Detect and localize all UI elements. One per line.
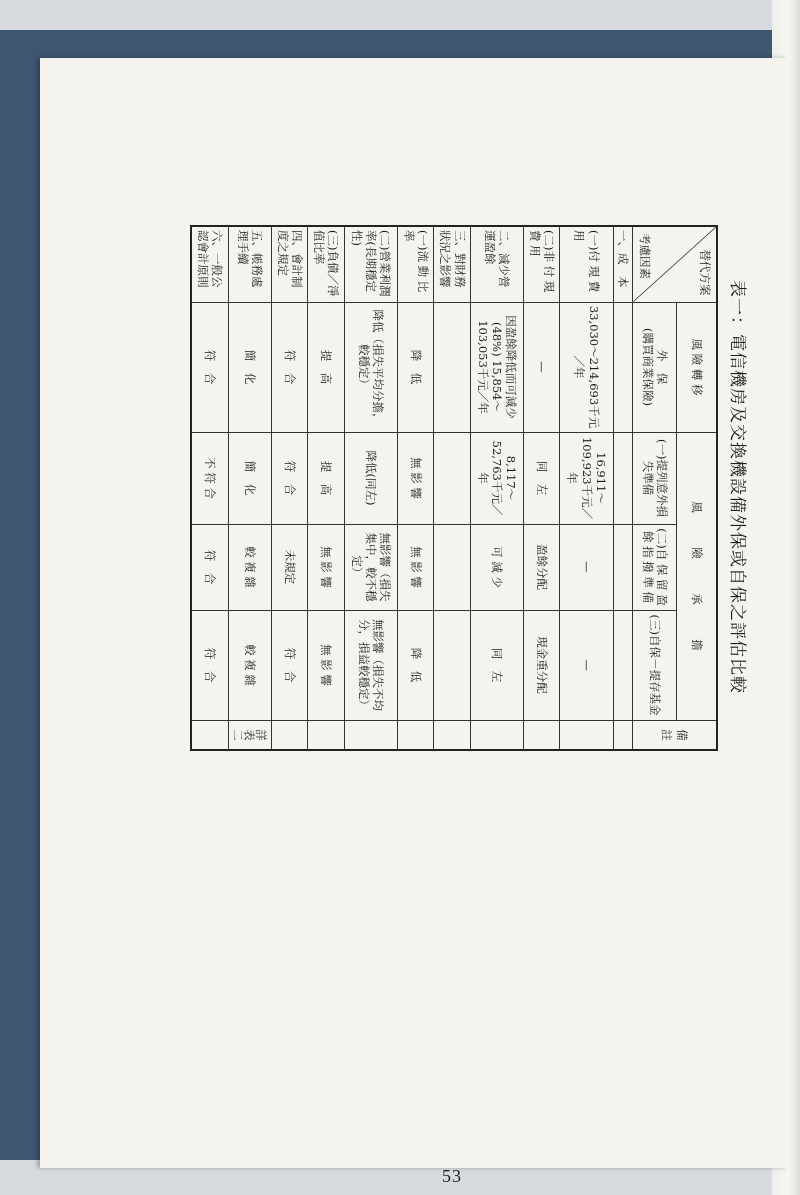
option2-cell: 符 合 xyxy=(191,524,228,610)
table-row xyxy=(344,226,397,750)
remarks-cell: 詳表二 xyxy=(228,720,271,750)
option2-cell: — xyxy=(560,524,613,610)
remarks-cell xyxy=(397,720,434,750)
option1-cell: 同 左 xyxy=(523,432,560,524)
risk-transfer-header: 風 險 轉 移 xyxy=(677,302,717,432)
outside-cell xyxy=(434,302,471,432)
option3-cell: — xyxy=(560,610,613,720)
table-row xyxy=(271,226,308,750)
outside-insurance-sub: (購買商業保險) xyxy=(641,328,655,406)
option3-cell: 無影響（損失不均分，損益較穩定） xyxy=(344,610,397,720)
table-row xyxy=(228,226,271,750)
table-title: 表一：電信機房及交換機設備外保或自保之評估比較 xyxy=(727,280,747,694)
option2-cell: 盈餘分配 xyxy=(523,524,560,610)
remarks-cell xyxy=(434,720,471,750)
option2-cell: 無影響（損失集中，較不穩定） xyxy=(344,524,397,610)
option1-cell: 簡 化 xyxy=(228,432,271,524)
table-row xyxy=(191,226,228,750)
option3-cell: 較 複 雜 xyxy=(228,610,271,720)
option1-cell: 符 合 xyxy=(271,432,308,524)
table-row xyxy=(560,226,613,750)
option3-cell: 符 合 xyxy=(271,610,308,720)
option3-header: (三)自保－提存基金 xyxy=(633,610,677,720)
outside-cell: 因盈餘降低而可減少(48%) 15,854～103,053千元／年 xyxy=(470,302,523,432)
option1-cell: 8,117～ 52,763千元／年 xyxy=(470,432,523,524)
factor-cell: 五、帳務處理手續 xyxy=(228,226,271,302)
factor-cell: 四、會計制度之規定 xyxy=(271,226,308,302)
option3-cell: 降 低 xyxy=(397,610,434,720)
outside-cell xyxy=(613,302,633,432)
outside-insurance-header xyxy=(633,302,677,432)
option1-cell xyxy=(613,432,633,524)
option1-cell: 無 影 響 xyxy=(397,432,434,524)
remarks-cell xyxy=(560,720,613,750)
option3-cell: 符 合 xyxy=(191,610,228,720)
option3-cell: 無 影 響 xyxy=(308,610,345,720)
outside-insurance-label: 外 保 xyxy=(655,349,670,385)
option3-cell: 現金重分配 xyxy=(523,610,560,720)
remarks-cell xyxy=(470,720,523,750)
option3-cell xyxy=(434,610,471,720)
factor-cell: 六、一般公認會計原則 xyxy=(191,226,228,302)
rotated-table-area xyxy=(190,225,747,749)
factor-cell: (二)非 付 現 費 用 xyxy=(523,226,560,302)
outside-cell: 33,030～214,693千元／年 xyxy=(560,302,613,432)
table-row xyxy=(308,226,345,750)
factor-cell: (二)營業利潤率(長期穩定性) xyxy=(344,226,397,302)
table-row xyxy=(470,226,523,750)
document-page xyxy=(40,58,788,1186)
option2-cell: 無 影 響 xyxy=(308,524,345,610)
alt-label: 替代方案 xyxy=(698,249,712,296)
outside-cell: 提 高 xyxy=(308,302,345,432)
table-row xyxy=(397,226,434,750)
factor-cell: (一)付 現 費 用 xyxy=(560,226,613,302)
outside-cell: 簡 化 xyxy=(228,302,271,432)
option2-cell: 未規定 xyxy=(271,524,308,610)
comparison-table xyxy=(190,225,718,751)
table-row xyxy=(523,226,560,750)
option2-cell xyxy=(613,524,633,610)
remarks-cell xyxy=(613,720,633,750)
corner-header-cell xyxy=(633,226,717,302)
remarks-cell xyxy=(523,720,560,750)
option2-cell: 無 影 響 xyxy=(397,524,434,610)
option1-cell: 16,911～109,923千元／年 xyxy=(560,432,613,524)
factor-cell: 三、對財務狀況之影響 xyxy=(434,226,471,302)
factor-cell: 二、減少營運盈餘 xyxy=(470,226,523,302)
option1-cell: 降低(同左) xyxy=(344,432,397,524)
outside-cell: 降低（損失平均分擔，較穩定） xyxy=(344,302,397,432)
remarks-header: 備 註 xyxy=(633,720,717,750)
option3-cell: 同 左 xyxy=(470,610,523,720)
outside-cell: — xyxy=(523,302,560,432)
outside-cell: 符 合 xyxy=(271,302,308,432)
option1-cell: 提 高 xyxy=(308,432,345,524)
table-row xyxy=(434,226,471,750)
risk-retention-header: 風 險 承 擔 xyxy=(677,432,717,720)
option2-header: (二)自 保 留 盈 餘 指 撥 準 備 xyxy=(633,524,677,610)
outside-cell: 符 合 xyxy=(191,302,228,432)
remarks-cell xyxy=(308,720,345,750)
factor-label: 考慮因素 xyxy=(637,233,652,279)
option1-header: (一)提列意外損失準備 xyxy=(633,432,677,524)
option2-cell xyxy=(434,524,471,610)
factor-cell: 一、成 本 xyxy=(613,226,633,302)
outside-cell: 降 低 xyxy=(397,302,434,432)
option2-cell: 較 複 雜 xyxy=(228,524,271,610)
option2-cell: 可 減 少 xyxy=(470,524,523,610)
table-row xyxy=(613,226,633,750)
factor-cell: (三)負債／淨值比率 xyxy=(308,226,345,302)
remarks-cell xyxy=(344,720,397,750)
remarks-cell xyxy=(271,720,308,750)
page-number: 53 xyxy=(442,1166,462,1186)
factor-cell: (一)流 動 比 率 xyxy=(397,226,434,302)
option1-cell xyxy=(434,432,471,524)
option1-cell: 不 符 合 xyxy=(191,432,228,524)
option3-cell xyxy=(613,610,633,720)
remarks-cell xyxy=(191,720,228,750)
